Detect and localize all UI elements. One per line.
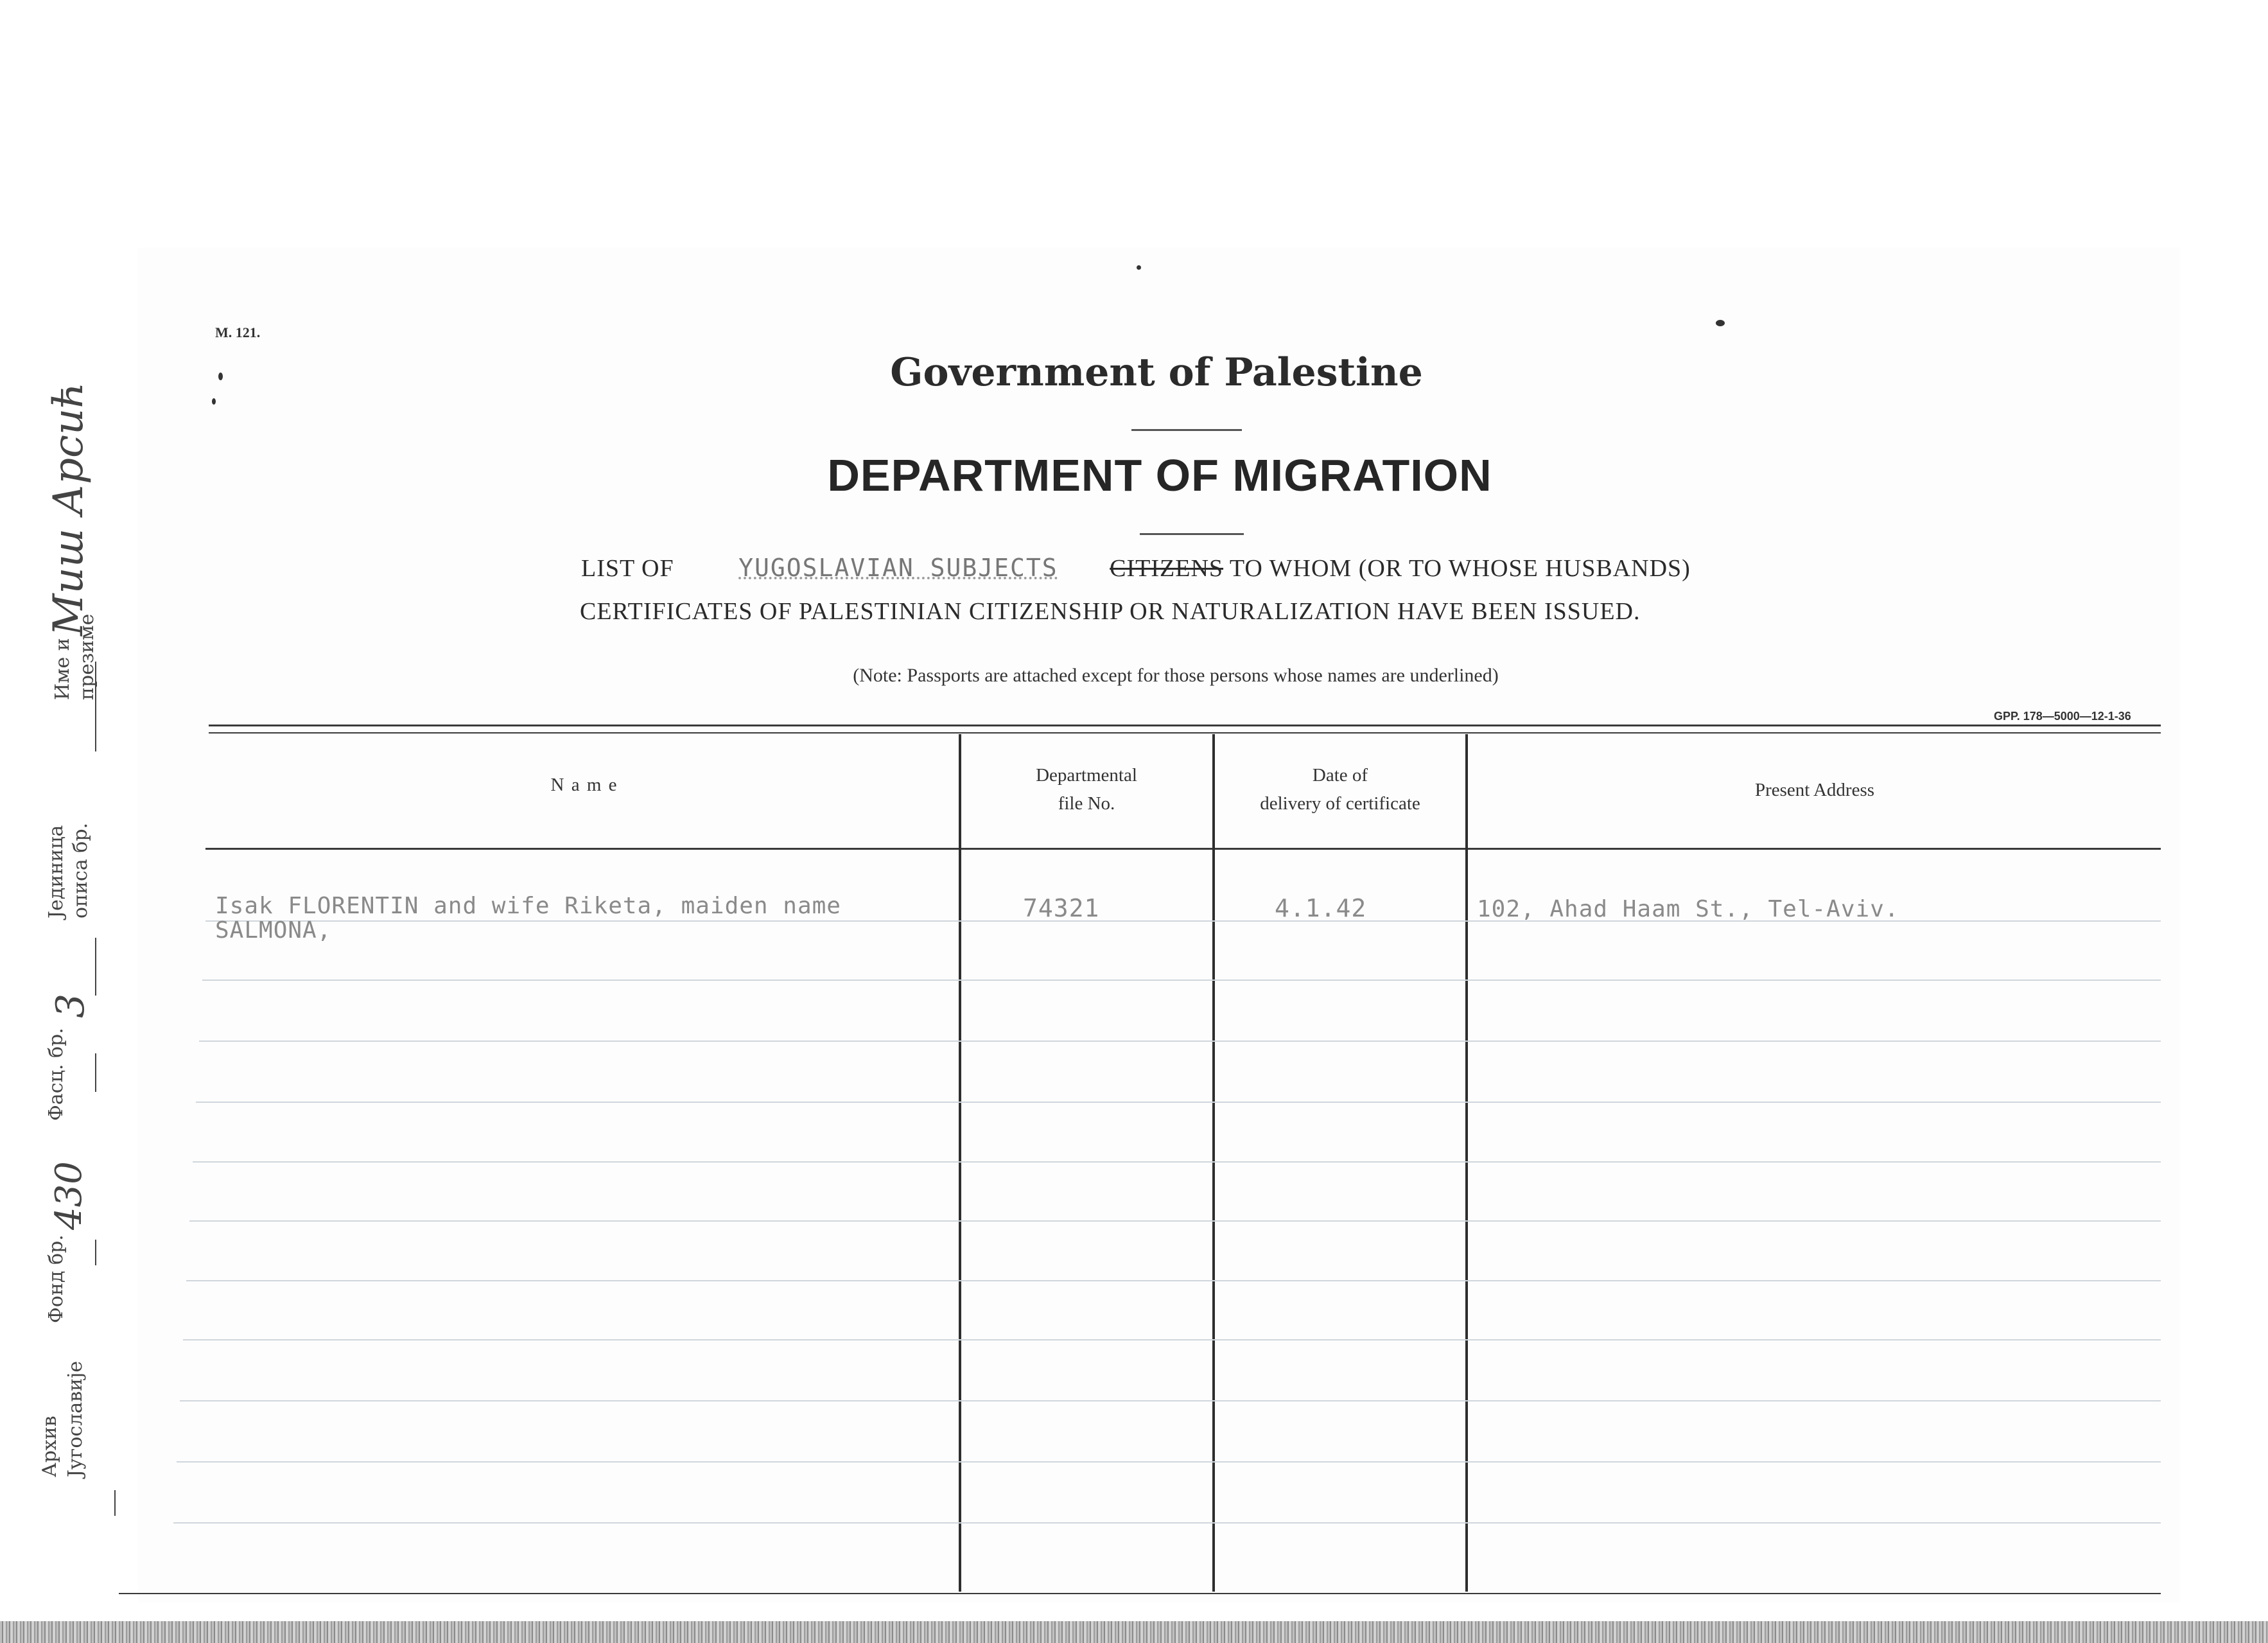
list-line-2: CERTIFICATES OF PALESTINIAN CITIZENSHIP OR NATURALIZATION HAVE BEEN ISSUED. <box>580 598 1641 625</box>
fascicle-label: Фасц. бр. <box>45 1028 67 1121</box>
header-date-line2: delivery of certificate <box>1260 793 1420 814</box>
margin-rule-fascicle <box>95 1053 96 1092</box>
ink-speck <box>212 398 216 405</box>
row-line <box>183 1339 2161 1340</box>
ink-speck <box>1716 320 1725 326</box>
list-suffix: TO WHOM (OR TO WHOSE HUSBANDS) <box>1229 555 1691 582</box>
name-label-2: презиме <box>76 613 98 700</box>
header-date-line1: Date of <box>1312 765 1368 786</box>
government-title: Government of Palestine <box>890 350 1423 395</box>
table-bottom-rule <box>119 1593 2161 1594</box>
row-line <box>173 1522 2161 1524</box>
row-1-date: 4.1.42 <box>1275 894 1367 922</box>
row-1-name-line1: Isak FLORENTIN and wife Riketa, maiden name <box>215 893 841 919</box>
row-1-name-line2: SALMONA, <box>215 917 332 944</box>
archive-label-1: Архив <box>39 1416 61 1477</box>
margin-rule-archive <box>114 1490 116 1516</box>
row-line <box>186 1280 2161 1281</box>
header-file-no <box>961 761 1212 818</box>
table-header-rule <box>205 848 2161 850</box>
scan-edge-strip <box>0 1621 2268 1643</box>
header-file-no-line1: Departmental <box>1036 765 1137 786</box>
header-date <box>1215 761 1465 818</box>
unit-label-1: Јединица <box>45 825 67 918</box>
citizens-struck: CITIZENS <box>1110 555 1224 582</box>
row-line <box>202 980 2161 981</box>
unit-label-2: описа бр. <box>69 822 92 918</box>
row-1-address: 102, Ahad Haam St., Tel-Aviv. <box>1477 896 1899 922</box>
table-top-rule <box>209 725 2161 726</box>
list-subject-typed: YUGOSLAVIAN SUBJECTS <box>738 554 1058 582</box>
fond-value: 430 <box>48 1161 90 1230</box>
print-code: GPP. 178—5000—12-1-36 <box>1994 710 2131 723</box>
ink-speck <box>1137 265 1141 270</box>
header-name: N a m e <box>550 775 618 795</box>
passport-note: (Note: Passports are attached except for those persons whose names are underlined) <box>853 665 1499 686</box>
header-file-no-line2: file No. <box>1058 793 1115 814</box>
table-top-rule-2 <box>209 732 2161 734</box>
column-divider-2 <box>1212 734 1215 1592</box>
row-line <box>189 1220 2161 1222</box>
column-divider-3 <box>1465 734 1468 1592</box>
header-address: Present Address <box>1754 780 1875 800</box>
row-line <box>180 1400 2161 1401</box>
department-title: DEPARTMENT OF MIGRATION <box>827 450 1492 500</box>
row-line <box>199 1041 2161 1042</box>
form-number: M. 121. <box>215 324 261 340</box>
title-divider-2 <box>1140 533 1244 535</box>
list-line-1 <box>581 554 1691 583</box>
fascicle-value: 3 <box>48 993 93 1018</box>
margin-rule-fond <box>95 1240 96 1265</box>
name-label-1: Име и <box>51 638 74 700</box>
row-line <box>177 1461 2161 1463</box>
row-1-file-no: 74321 <box>1023 894 1100 922</box>
title-divider <box>1131 429 1242 431</box>
row-line <box>196 1102 2161 1103</box>
archive-label-2: Југославије <box>64 1360 87 1477</box>
row-line <box>193 1161 2161 1163</box>
list-prefix: LIST OF <box>581 555 674 582</box>
margin-rule-unit <box>95 938 96 996</box>
column-divider-1 <box>959 734 961 1592</box>
name-value-handwritten: Миш Арсић <box>45 382 92 636</box>
fond-label: Фонд бр. <box>45 1234 67 1323</box>
